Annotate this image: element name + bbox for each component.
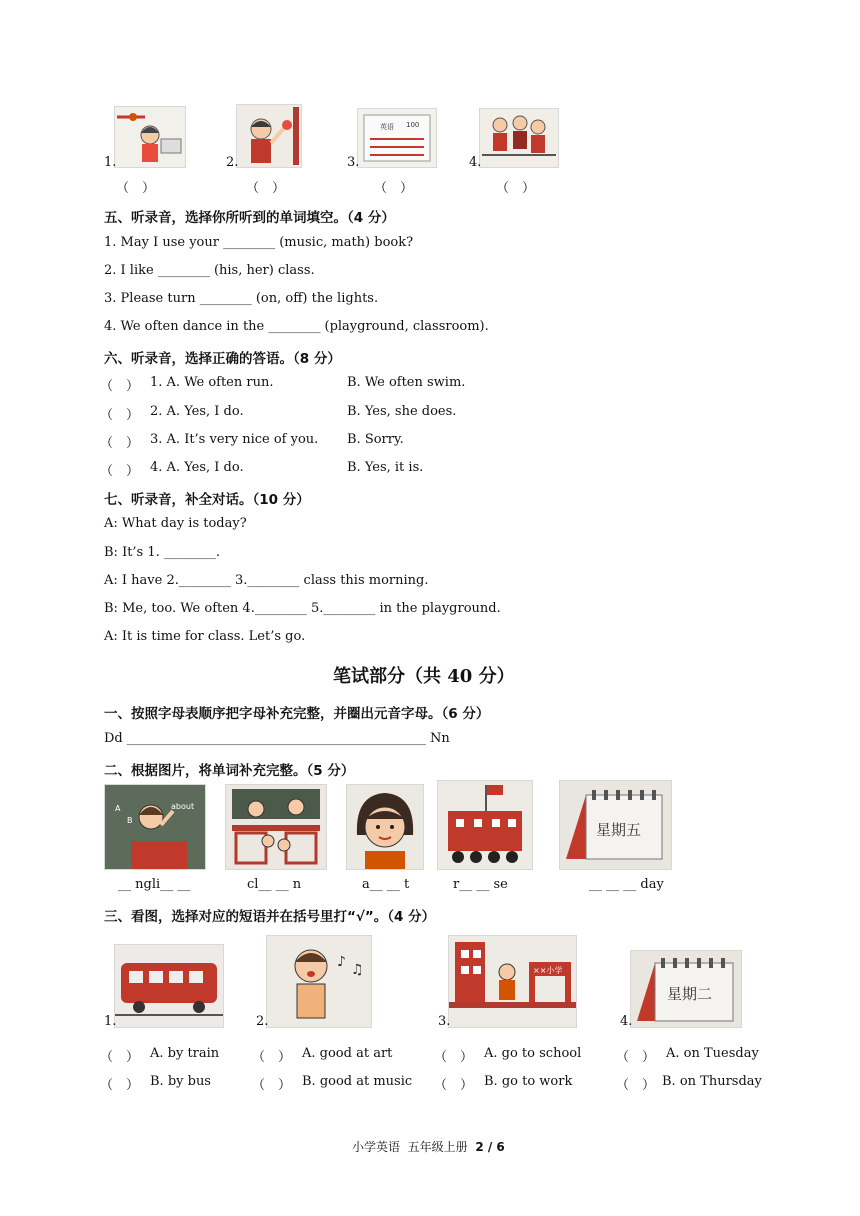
phrase-picture-label-4: 4.: [620, 1014, 633, 1029]
footer-grade: 五年级上册: [407, 1140, 468, 1154]
written-part-title: 笔试部分（共 40 分）: [333, 666, 515, 687]
listening-picture-3: [357, 108, 437, 168]
section-6-title: 六、听录音，选择正确的答语。（8 分）: [104, 351, 341, 367]
listening-picture-label-4: 4.: [469, 155, 482, 170]
board-text-about: about: [171, 802, 195, 811]
word-picture-clean: [225, 784, 327, 870]
word-blank-2: cl__ __ n: [247, 877, 302, 892]
phrase-option-3a: A. go to school: [484, 1046, 582, 1061]
svg-text:♫: ♫: [351, 962, 364, 978]
book-title-text: 英语: [380, 123, 394, 131]
phrase-paren-1b[interactable]: （ ）: [100, 1078, 140, 1093]
phrase-picture-calendar-tuesday: [630, 950, 742, 1028]
phrase-option-1b: B. by bus: [150, 1074, 211, 1089]
listening-picture-label-2: 2.: [226, 155, 239, 170]
book-score-text: 100: [406, 121, 420, 129]
section-6-option-a-2: 2. A. Yes, I do.: [150, 404, 244, 419]
page-footer: [352, 1138, 505, 1155]
board-text-a: A: [115, 804, 121, 813]
word-picture-aunt: [346, 784, 424, 870]
phrase-paren-2a[interactable]: （ ）: [252, 1050, 292, 1065]
school-sign-text: ××小学: [533, 966, 563, 975]
section-5-title: 五、听录音，选择你所听到的单词填空。（4 分）: [104, 210, 395, 226]
phrase-picture-music: [266, 935, 372, 1028]
section-5-item-4: 4. We often dance in the ________ (playground, classroom).: [104, 319, 489, 334]
written-2-title: 二、根据图片，将单词补充完整。（5 分）: [104, 763, 355, 779]
calendar-tuesday-text: 星期二: [667, 985, 713, 1003]
word-blank-1: __ ngli__ __: [118, 877, 191, 892]
section-6-option-a-4: 4. A. Yes, I do.: [150, 460, 244, 475]
word-blank-4: r__ __ se: [453, 877, 508, 892]
section-5-item-1: 1. May I use your ________ (music, math) book?: [104, 235, 414, 250]
section-6-option-a-1: 1. A. We often run.: [150, 375, 274, 390]
answer-parenthesis-2[interactable]: （ ）: [246, 181, 286, 196]
word-picture-house: [437, 780, 533, 870]
alphabet-fill-line: Dd ______________________________________________ Nn: [104, 731, 450, 746]
word-picture-calendar-friday: [559, 780, 672, 870]
dialogue-line-5: A: It is time for class. Let’s go.: [104, 629, 306, 644]
phrase-picture-label-1: 1.: [104, 1014, 117, 1029]
answer-parenthesis-4[interactable]: （ ）: [496, 181, 536, 196]
listening-picture-label-3: 3.: [347, 155, 360, 170]
phrase-option-4b: B. on Thursday: [662, 1074, 762, 1089]
word-blank-3: a__ __ t: [362, 877, 410, 892]
answer-parenthesis-3[interactable]: （ ）: [374, 181, 414, 196]
section-7-title: 七、听录音，补全对话。（10 分）: [104, 492, 310, 508]
phrase-paren-4a[interactable]: （ ）: [616, 1050, 656, 1065]
section-6-option-b-1: B. We often swim.: [347, 375, 466, 390]
dialogue-line-3: A: I have 2.________ 3.________ class this morning.: [104, 573, 429, 588]
phrase-option-4a: A. on Tuesday: [666, 1046, 759, 1061]
section-6-paren-1[interactable]: （ ）: [100, 379, 140, 394]
section-6-option-b-2: B. Yes, she does.: [347, 404, 457, 419]
phrase-picture-label-2: 2.: [256, 1014, 269, 1029]
phrase-paren-3b[interactable]: （ ）: [434, 1078, 474, 1093]
word-picture-english: [104, 784, 206, 870]
listening-picture-1: [114, 106, 186, 168]
section-6-paren-3[interactable]: （ ）: [100, 436, 140, 451]
written-3-title: 三、看图，选择对应的短语并在括号里打“√”。（4 分）: [104, 909, 436, 925]
dialogue-line-4: B: Me, too. We often 4.________ 5.________ in the playground.: [104, 601, 501, 616]
phrase-paren-4b[interactable]: （ ）: [616, 1078, 656, 1093]
phrase-picture-label-3: 3.: [438, 1014, 451, 1029]
calendar-friday-text: 星期五: [596, 821, 642, 839]
answer-parenthesis-1[interactable]: （ ）: [116, 181, 156, 196]
section-5-item-3: 3. Please turn ________ (on, off) the lights.: [104, 291, 379, 306]
board-text-b: B: [127, 816, 133, 825]
written-1-title: 一、按照字母表顺序把字母补充完整，并圈出元音字母。（6 分）: [104, 706, 490, 722]
dialogue-line-2: B: It’s 1. ________.: [104, 545, 221, 560]
listening-picture-4: [479, 108, 559, 168]
phrase-paren-1a[interactable]: （ ）: [100, 1050, 140, 1065]
phrase-picture-train: [114, 944, 224, 1028]
listening-picture-2: [236, 104, 302, 168]
phrase-paren-3a[interactable]: （ ）: [434, 1050, 474, 1065]
footer-page-number: 2 / 6: [475, 1140, 505, 1154]
section-6-paren-4[interactable]: （ ）: [100, 464, 140, 479]
phrase-option-2a: A. good at art: [302, 1046, 393, 1061]
listening-picture-label-1: 1.: [104, 155, 117, 170]
phrase-paren-2b[interactable]: （ ）: [252, 1078, 292, 1093]
phrase-picture-school: [448, 935, 577, 1028]
section-6-option-b-4: B. Yes, it is.: [347, 460, 424, 475]
phrase-option-3b: B. go to work: [484, 1074, 573, 1089]
section-6-option-b-3: B. Sorry.: [347, 432, 404, 447]
svg-text:♪: ♪: [337, 954, 346, 970]
footer-subject: 小学英语: [352, 1140, 401, 1154]
section-5-item-2: 2. I like ________ (his, her) class.: [104, 263, 315, 278]
phrase-option-1a: A. by train: [150, 1046, 220, 1061]
section-6-option-a-3: 3. A. It’s very nice of you.: [150, 432, 319, 447]
word-blank-5: __ __ __ day: [589, 877, 664, 892]
dialogue-line-1: A: What day is today?: [104, 516, 247, 531]
phrase-option-2b: B. good at music: [302, 1074, 413, 1089]
section-6-paren-2[interactable]: （ ）: [100, 408, 140, 423]
